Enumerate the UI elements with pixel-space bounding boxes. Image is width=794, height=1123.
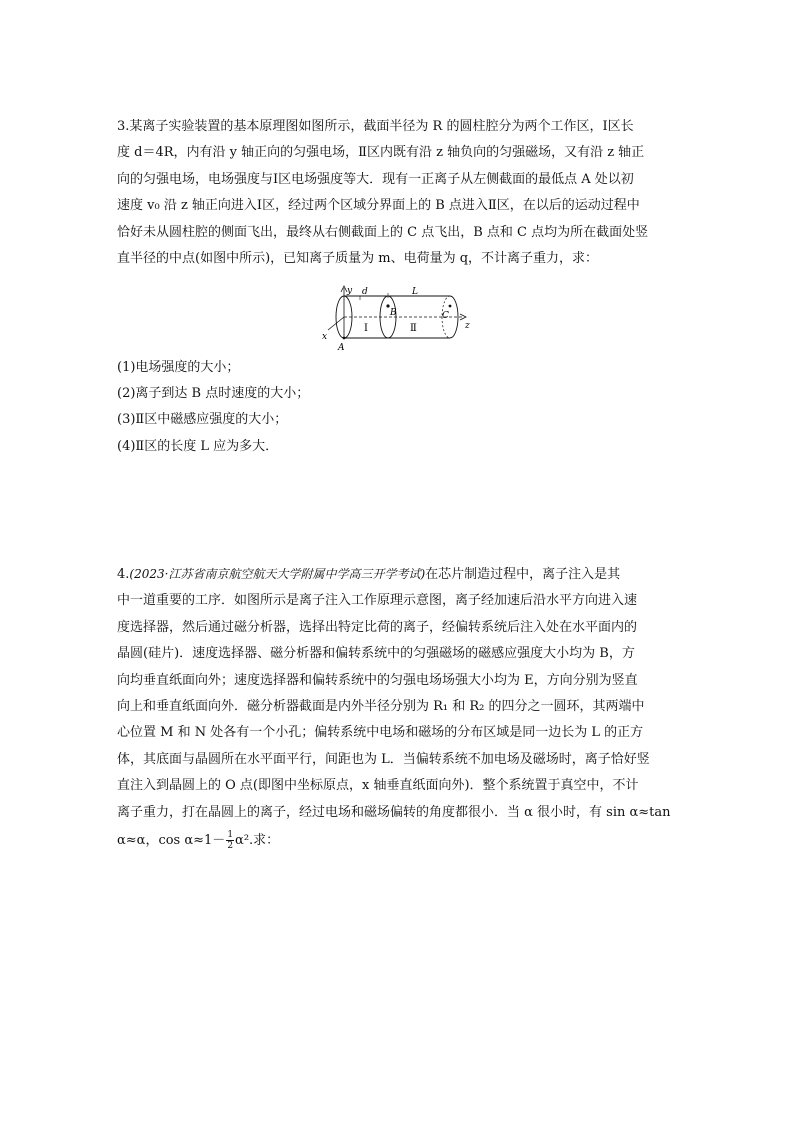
problem-4-line: 离子重力，打在晶圆上的离子，经过电场和磁场偏转的角度都很小．当 α 很小时，有 sin α≈tan [117,804,671,820]
point-A [343,337,346,340]
problem-4-first-line [117,561,679,588]
problem-4-line: 晶圆(硅片)．速度选择器、磁分析器和偏转系统中的匀强磁场的磁感应强度大小均为 B，方 [117,646,635,662]
problem-4-line: 向上和垂直纸面向外．磁分析器截面是内外半径分别为 R₁ 和 R₂ 的四分之一圆环，其两端中 [117,699,645,715]
problem-4-last-line [117,826,679,856]
problem-4-line: 体，其底面与晶圆所在水平面平行，间距也为 L．当偏转系统不加电场及磁场时，离子恰好竖 [117,751,650,767]
problem-3-statement [117,114,679,272]
question-3-4: (4)Ⅱ区的长度 L 应为多大． [117,439,279,454]
problem-3-line: 向的匀强电场，电场强度与Ⅰ区电场强度等大．现有一正离子从左侧截面的最低点 A 处以初 [117,171,634,187]
question-3-2: (2)离子到达 B 点时速度的大小； [117,386,310,401]
problem-3-cylinder-figure [318,284,478,354]
question-3-3: (3)Ⅱ区中磁感应强度的大小； [117,412,288,427]
point-C [449,305,452,308]
fraction-denominator: 2 [227,841,234,852]
label-x: x [322,332,328,342]
label-region-2: Ⅱ [410,323,417,334]
label-A: A [338,343,345,353]
question-3-1: (1)电场强度的大小； [117,360,240,375]
problem-3-line: 直半径的中点(如图中所示)，已知离子质量为 m、电荷量为 q，不计离子重力，求： [117,251,599,267]
problem-4-last-line-post: α².求： [235,833,280,849]
label-z: z [465,321,470,331]
fraction-one-half [226,830,234,851]
problem-4-number: 4. [117,567,130,582]
problem-4-line: 中一道重要的工序．如图所示是离子注入工作原理示意图，离子经加速后沿水平方向进入速 [117,593,638,609]
problem-4-source: (2023·江苏省南京航空航天大学附属中学高三开学考试) [129,567,426,581]
label-d: d [362,287,368,297]
problem-3-line: 度 d＝4R，内有沿 y 轴正向的匀强电场，Ⅱ区内既有沿 z 轴负向的匀强磁场，又有沿 z 轴正 [117,145,645,161]
label-B: B [390,308,397,318]
problem-4-line: 直注入到晶圆上的 O 点(即图中坐标原点，x 轴垂直纸面向外)．整个系统置于真空中，不计 [117,778,639,794]
problem-4-line: 向均垂直纸面向外；速度选择器和偏转系统中的匀强电场场强大小均为 E，方向分别为竖直 [117,672,638,688]
problem-4-last-line-pre: α≈α，cos α≈1－ [117,833,226,849]
problem-4-line: 心位置 M 和 N 处各有一个小孔；偏转系统中电场和磁场的分布区域是同一边长为 L 的正方 [117,725,644,741]
label-y: y [347,286,353,296]
problem-3-line: 恰好未从圆柱腔的侧面飞出，最终从右侧截面上的 C 点飞出，B 点和 C 点均为所在截面处竖 [117,224,649,240]
problem-4-statement [117,561,679,856]
fraction-numerator: 1 [227,830,234,841]
problem-4-line-1-rest: 在芯片制造过程中，离子注入是其 [425,567,621,582]
label-L: L [412,287,418,297]
label-region-1: Ⅰ [364,323,368,334]
problem-4-line: 度选择器，然后通过磁分析器，选择出特定比荷的离子，经偏转系统后注入处在水平面内的 [117,619,638,635]
problem-3-line: 3.某离子实验装置的基本原理图如图所示，截面半径为 R 的圆柱腔分为两个工作区，Ⅰ区长 [117,119,634,134]
label-C: C [442,311,449,321]
problem-3-line: 速度 v₀ 沿 z 轴正向进入Ⅰ区，经过两个区域分界面上的 B 点进入Ⅱ区，在以后的运动过程中 [117,198,640,214]
